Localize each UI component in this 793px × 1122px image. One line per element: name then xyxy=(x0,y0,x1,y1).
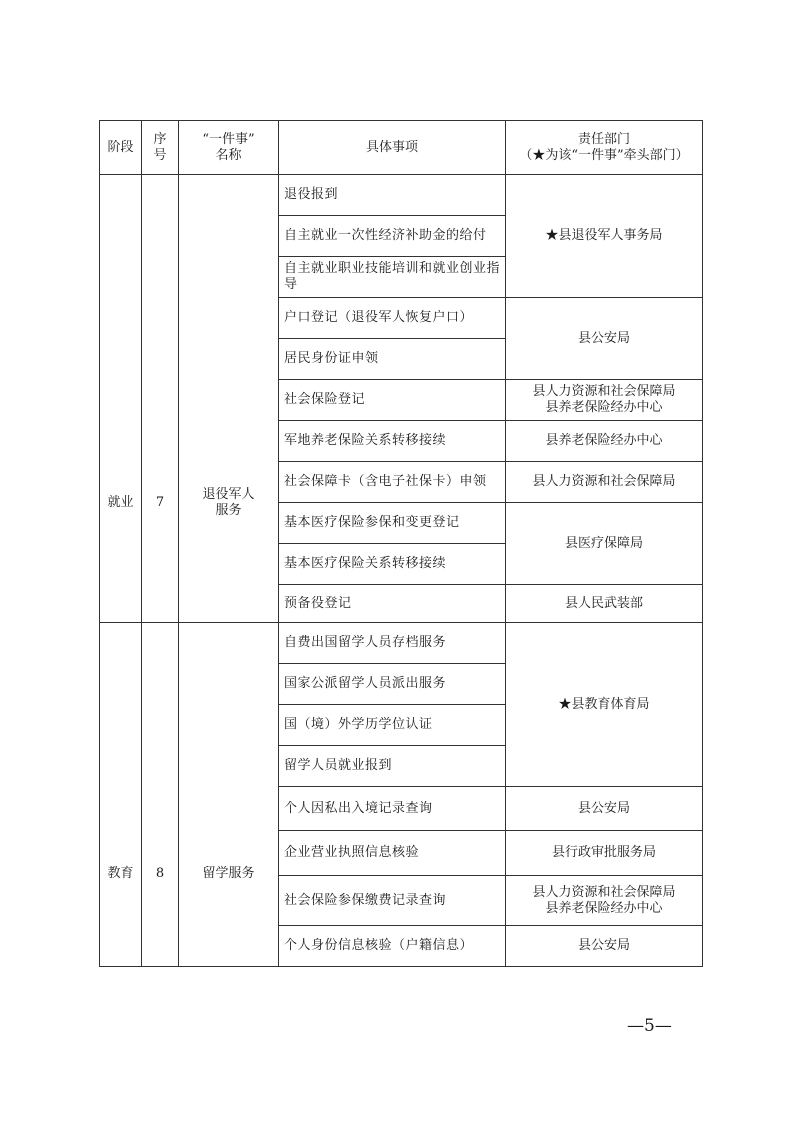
item-cell: 国（境）外学历学位认证 xyxy=(279,705,506,746)
header-dept: 责任部门 （★为该“一件事”牵头部门） xyxy=(506,121,703,175)
item-cell: 军地养老保险关系转移接续 xyxy=(279,421,506,462)
stage-cell: 教育 xyxy=(100,623,142,967)
item-cell: 居民身份证申领 xyxy=(279,339,506,380)
item-cell: 社会保障卡（含电子社保卡）申领 xyxy=(279,462,506,503)
service-table xyxy=(99,120,703,967)
item-cell: 基本医疗保险参保和变更登记 xyxy=(279,503,506,544)
page-number: —5— xyxy=(627,1016,672,1036)
dept-cell: 县公安局 xyxy=(506,926,703,967)
item-cell: 基本医疗保险关系转移接续 xyxy=(279,544,506,585)
seq-cell: 8 xyxy=(142,623,179,967)
item-cell: 社会保险登记 xyxy=(279,380,506,421)
header-stage: 阶段 xyxy=(100,121,142,175)
item-cell: 预备役登记 xyxy=(279,585,506,623)
item-cell: 留学人员就业报到 xyxy=(279,746,506,787)
service-name-cell: 退役军人 服务 xyxy=(179,175,279,623)
item-cell: 退役报到 xyxy=(279,175,506,216)
dept-cell: ★县退役军人事务局 xyxy=(506,175,703,298)
dept-cell: 县人力资源和社会保障局 县养老保险经办中心 xyxy=(506,876,703,926)
item-cell: 个人身份信息核验（户籍信息） xyxy=(279,926,506,967)
item-cell: 户口登记（退役军人恢复户口） xyxy=(279,298,506,339)
item-cell: 社会保险参保缴费记录查询 xyxy=(279,876,506,926)
table-row xyxy=(100,175,703,216)
item-cell: 自费出国留学人员存档服务 xyxy=(279,623,506,664)
dept-cell: 县人力资源和社会保障局 xyxy=(506,462,703,503)
item-cell: 自主就业职业技能培训和就业创业指导 xyxy=(279,257,506,298)
dept-cell: 县医疗保障局 xyxy=(506,503,703,585)
dept-cell: 县公安局 xyxy=(506,787,703,831)
dept-cell: 县行政审批服务局 xyxy=(506,831,703,876)
dept-cell: 县养老保险经办中心 xyxy=(506,421,703,462)
header-seq: 序 号 xyxy=(142,121,179,175)
item-cell: 个人因私出入境记录查询 xyxy=(279,787,506,831)
item-cell: 自主就业一次性经济补助金的给付 xyxy=(279,216,506,257)
item-cell: 企业营业执照信息核验 xyxy=(279,831,506,876)
table-row xyxy=(100,623,703,664)
dept-cell: 县人力资源和社会保障局 县养老保险经办中心 xyxy=(506,380,703,421)
header-name: “一件事” 名称 xyxy=(179,121,279,175)
stage-cell: 就业 xyxy=(100,175,142,623)
dept-cell: ★县教育体育局 xyxy=(506,623,703,787)
header-item: 具体事项 xyxy=(279,121,506,175)
dept-cell: 县人民武装部 xyxy=(506,585,703,623)
service-name-cell: 留学服务 xyxy=(179,623,279,967)
item-cell: 国家公派留学人员派出服务 xyxy=(279,664,506,705)
dept-cell: 县公安局 xyxy=(506,298,703,380)
seq-cell: 7 xyxy=(142,175,179,623)
table-header-row xyxy=(100,121,703,175)
